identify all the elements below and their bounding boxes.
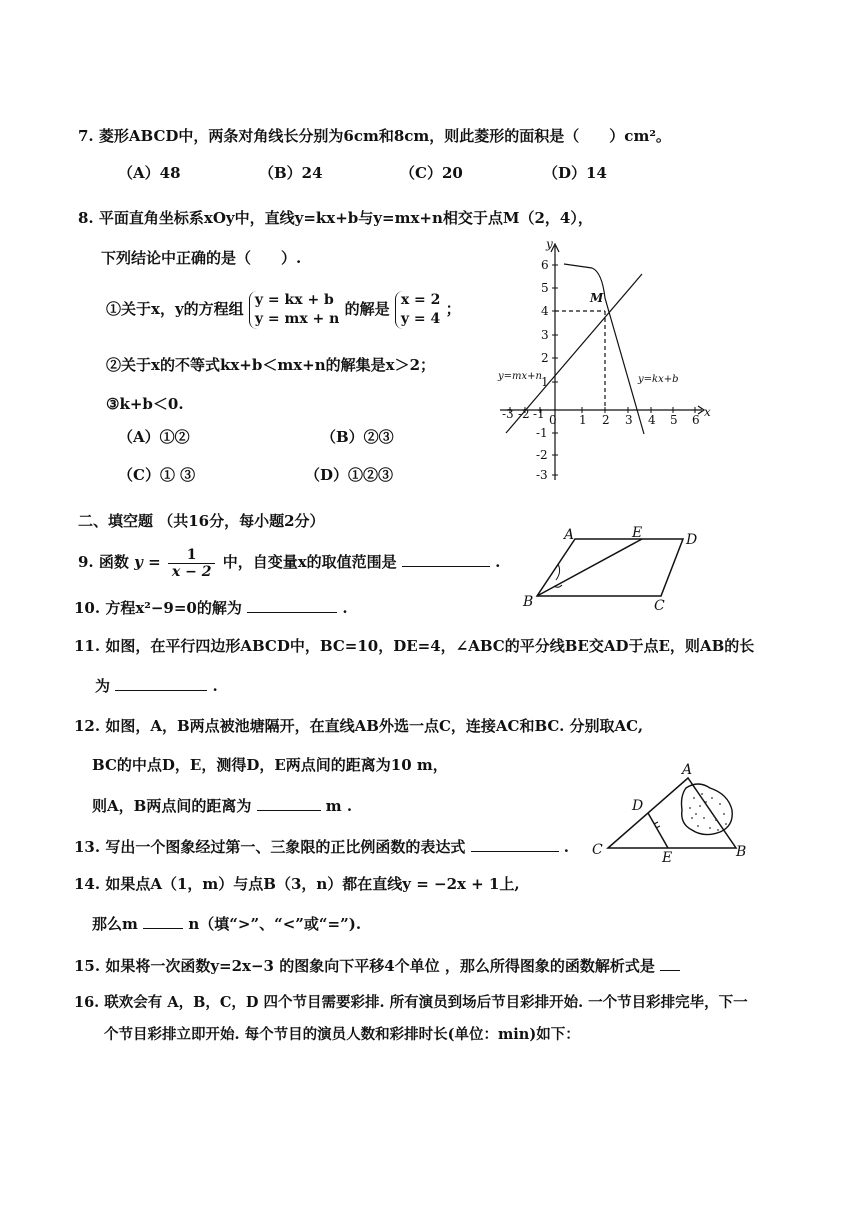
line-kx-plus-b [564,264,644,434]
y-tick-1: 1 [541,375,549,389]
q8-sol-x: x = 2 [400,292,441,308]
q11-line2 [95,675,218,696]
q8-conclusion-2: ②关于x的不等式kx+b＜mx+n的解集是x＞2； [106,356,436,374]
x-tick-4: 4 [648,413,656,427]
label-d: D [632,798,644,814]
q12-line3 [92,795,352,816]
origin-label: 0 [549,413,557,427]
pond-outline [682,784,733,835]
q9-y: y = [134,553,161,571]
y-axis-label: y [546,238,553,251]
y-tick-neg1: -1 [536,426,548,440]
q9-fraction [168,547,216,580]
q9-denominator: x − 2 [171,563,212,580]
q8-sys-eq1: y = kx + b [254,292,334,308]
q12-line2: BC的中点D，E，测得D，E两点间的距离为10 m， [92,756,448,774]
q8-option-d: （D）①②③ [305,466,394,484]
q12-answer-blank[interactable] [257,795,321,811]
q14-pre2: 那么m [92,915,138,933]
q7-option-b: （B）24 [259,164,323,182]
x-tick-neg3: -3 [502,407,514,421]
label-a: A [682,762,693,778]
q8-c1-end: ； [445,300,461,318]
q13-answer-blank[interactable] [471,836,559,852]
q14-line2 [92,913,361,934]
x-tick-5: 5 [670,413,678,427]
q12-end3: m . [325,797,353,815]
label-c: C [654,598,665,612]
q11-end: . [212,677,218,695]
q15-answer-blank[interactable] [660,955,680,971]
x-tick-neg2: -2 [518,407,530,421]
label-b: B [736,844,747,860]
q9-pre: 9. 函数 [78,553,129,571]
q8-stem: 8. 平面直角坐标系xOy中，直线y=kx+b与y=mx+n相交于点M（2，4）， [78,209,593,227]
q12-line1: 12. 如图，A，B两点被池塘隔开，在直线AB外选一点C，连接AC和BC. 分别取AC, [74,717,644,735]
x-tick-2: 2 [602,413,610,427]
q7-option-d: （D）14 [543,164,607,182]
q8-option-b: （B）②③ [321,428,394,446]
q10-pre: 10. 方程x²−9=0的解为 [74,599,242,617]
x-tick-neg1: -1 [533,407,545,421]
q13-end: . [563,838,570,856]
q9-answer-blank[interactable] [402,551,490,567]
pond-triangle-figure [586,758,766,868]
segment-be [537,539,642,596]
y-tick-3: 3 [541,328,549,342]
q15-text: 15. 如果将一次函数y=2x−3 的图象向下平移4个单位 ，那么所得图象的函数解析式是 [74,957,655,975]
q8-sys-eq2: y = mx + n [254,311,340,327]
x-tick-1: 1 [579,413,587,427]
q8-solution-system [395,291,441,329]
label-d: D [686,532,698,548]
q7-stem: 7. 菱形ABCD中，两条对角线长分别为6cm和8cm，则此菱形的面积是（ ）cm²。 [78,127,671,145]
label-b: B [523,594,534,610]
q15 [74,955,680,976]
q8-coordinate-graph [492,238,718,490]
q14-post2: n（填“>”、“<”或“=”). [188,915,362,933]
q11-pre2: 为 [95,677,111,695]
q8-option-a: （A）①② [118,428,190,446]
q8-c1-pre: ①关于x，y的方程组 [106,300,244,318]
x-axis-label: x [704,405,711,419]
q16-line2: 个节目彩排立即开始. 每个节目的演员人数和彩排时长(单位：min)如下： [104,1026,580,1043]
q8-conclusion-1 [106,289,461,329]
q7-option-a: （A）48 [118,164,181,182]
q8-equation-system [249,291,339,329]
triangle-abc [608,778,736,848]
x-tick-6: 6 [692,413,700,427]
x-tick-3: 3 [625,413,633,427]
section-2-heading: 二、填空题 （共16分，每小题2分） [78,512,325,530]
q12-pre3: 则A，B两点间的距离为 [92,797,252,815]
q7-option-c: （C）20 [400,164,463,182]
q8-sol-y: y = 4 [400,311,441,327]
q9 [78,545,500,580]
y-tick-6: 6 [541,258,549,272]
point-m-label: M [590,291,604,305]
q9-numerator: 1 [168,547,216,564]
label-c: C [592,842,603,858]
y-tick-neg3: -3 [536,468,548,482]
label-e: E [662,850,673,866]
q11-answer-blank[interactable] [115,675,207,691]
q13-pre: 13. 写出一个图象经过第一、三象限的正比例函数的表达式 [74,838,466,856]
y-tick-neg2: -2 [536,448,548,462]
q10-end: . [342,599,348,617]
segment-de [648,813,668,848]
y-tick-5: 5 [541,281,549,295]
q11-line1: 11. 如图，在平行四边形ABCD中，BC=10，DE=4，∠ABC的平分线BE交AD于点E，则AB的长 [74,637,755,655]
y-tick-4: 4 [541,304,549,318]
q14-line1: 14. 如果点A（1，m）与点B（3，n）都在直线y = −2x + 1上, [74,875,520,893]
q9-post: 中，自变量x的取值范围是 [222,553,397,571]
parallelogram-figure [518,524,708,612]
q10 [74,597,348,618]
q8-ask: 下列结论中正确的是（ ）. [101,249,302,267]
line-mx-label: y=mx+n [498,371,542,382]
label-e: E [632,525,643,541]
q14-answer-blank[interactable] [143,913,183,929]
label-a: A [564,527,575,543]
q8-option-c: （C）① ③ [118,466,196,484]
q13 [74,836,569,857]
q9-end: . [495,553,501,571]
q10-answer-blank[interactable] [247,597,337,613]
q16-line1: 16. 联欢会有 A，B，C，D 四个节目需要彩排. 所有演员到场后节目彩排开始. 一个节目彩排完毕，下一 [74,994,748,1011]
q8-c1-mid: 的解是 [344,300,390,318]
q8-conclusion-3: ③k+b＜0. [106,395,184,413]
line-kx-label: y=kx+b [638,374,679,385]
y-tick-2: 2 [541,351,549,365]
